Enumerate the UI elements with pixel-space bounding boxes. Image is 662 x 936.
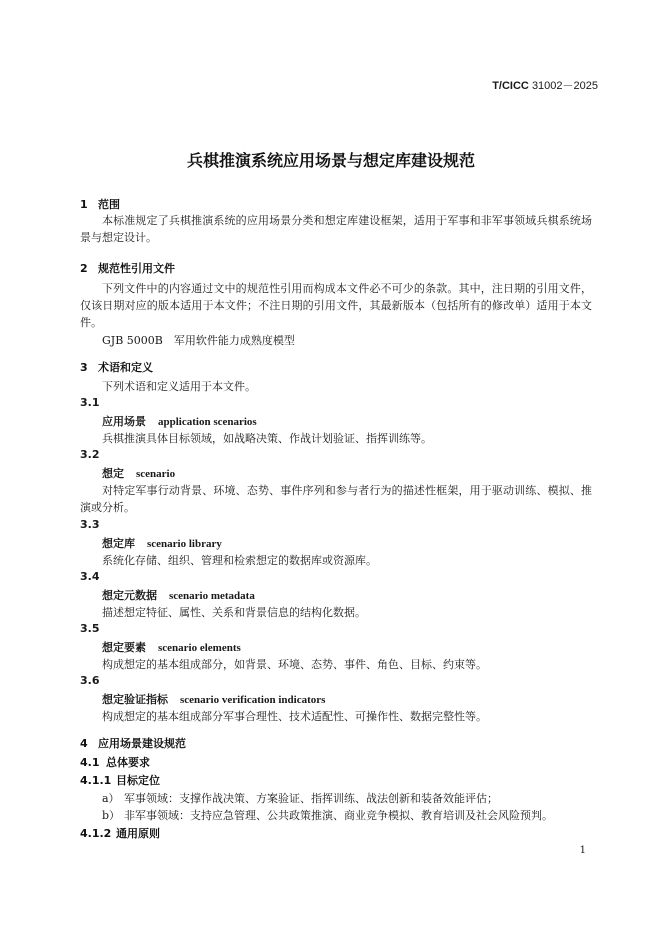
term-number: 3.1	[80, 396, 100, 409]
section-3-heading: 3 术语和定义	[80, 361, 153, 374]
term-heading: 想定 scenario	[102, 467, 176, 480]
term-definition: 兵棋推演具体目标领域，如战略决策、作战计划验证、指挥训练等。	[102, 432, 432, 445]
page-number: 1	[579, 845, 586, 856]
term-definition: 构成想定的基本组成部分军事合理性、技术适配性、可操作性、数据完整性等。	[102, 710, 487, 723]
section-2-heading: 2 规范性引用文件	[80, 262, 175, 275]
term-definition: 描述想定特征、属性、关系和背景信息的结构化数据。	[102, 606, 366, 619]
term-heading: 想定库 scenario library	[102, 537, 222, 550]
term-number: 3.2	[80, 448, 100, 461]
term-definition: 系统化存储、组织、管理和检索想定的数据库或资源库。	[102, 554, 377, 567]
section-1-body: 本标准规定了兵棋推演系统的应用场景分类和想定库建设框架，适用于军事和非军事领域兵棋系统场景与想定设计。	[80, 214, 592, 244]
term-number: 3.4	[80, 570, 100, 583]
term-heading: 想定要素 scenario elements	[102, 641, 241, 654]
term-number: 3.3	[80, 518, 100, 531]
section-1-heading: 1 范围	[80, 198, 120, 211]
term-definition: 对特定军事行动背景、环境、态势、事件序列和参与者行为的描述性框架，用于驱动训练、模拟、推演或分析。	[80, 484, 592, 514]
term-number: 3.6	[80, 674, 100, 687]
document-title: 兵棋推演系统应用场景与想定库建设规范	[186, 151, 475, 170]
term-heading: 应用场景 application scenarios	[102, 415, 257, 428]
term-heading: 想定验证指标 scenario verification indicators	[102, 693, 326, 706]
standard-code-prefix: T/CICC	[492, 80, 529, 92]
standard-code-number: 31002－2025	[531, 80, 598, 92]
term-definition: 构成想定的基本组成部分，如背景、环境、态势、事件、角色、目标、约束等。	[102, 658, 487, 671]
section-4-heading: 4 应用场景建设规范	[80, 737, 186, 750]
list-item: b） 非军事领域：支持应急管理、公共政策推演、商业竞争模拟、教育培训及社会风险预判。	[102, 809, 553, 822]
term-heading: 想定元数据 scenario metadata	[102, 589, 255, 602]
section-4-1-2-heading: 4.1.2 通用原则	[80, 827, 160, 840]
section-3-intro: 下列术语和定义适用于本文件。	[102, 380, 256, 393]
term-number: 3.5	[80, 622, 100, 635]
section-4-1-1-heading: 4.1.1 目标定位	[80, 774, 160, 787]
standard-code	[492, 77, 598, 93]
section-4-1-heading: 4.1 总体要求	[80, 756, 150, 769]
section-2-body: 下列文件中的内容通过文中的规范性引用而构成本文件必不可少的条款。其中，注日期的引用文件，仅该日期对应的版本适用于本文件；不注日期的引用文件，其最新版本（包括所有的修改单）适用于本文件。	[80, 282, 592, 329]
list-item: a） 军事领域：支撑作战决策、方案验证、指挥训练、战法创新和装备效能评估；	[102, 792, 498, 805]
normative-reference: GJB 5000B 军用软件能力成熟度模型	[102, 334, 295, 347]
